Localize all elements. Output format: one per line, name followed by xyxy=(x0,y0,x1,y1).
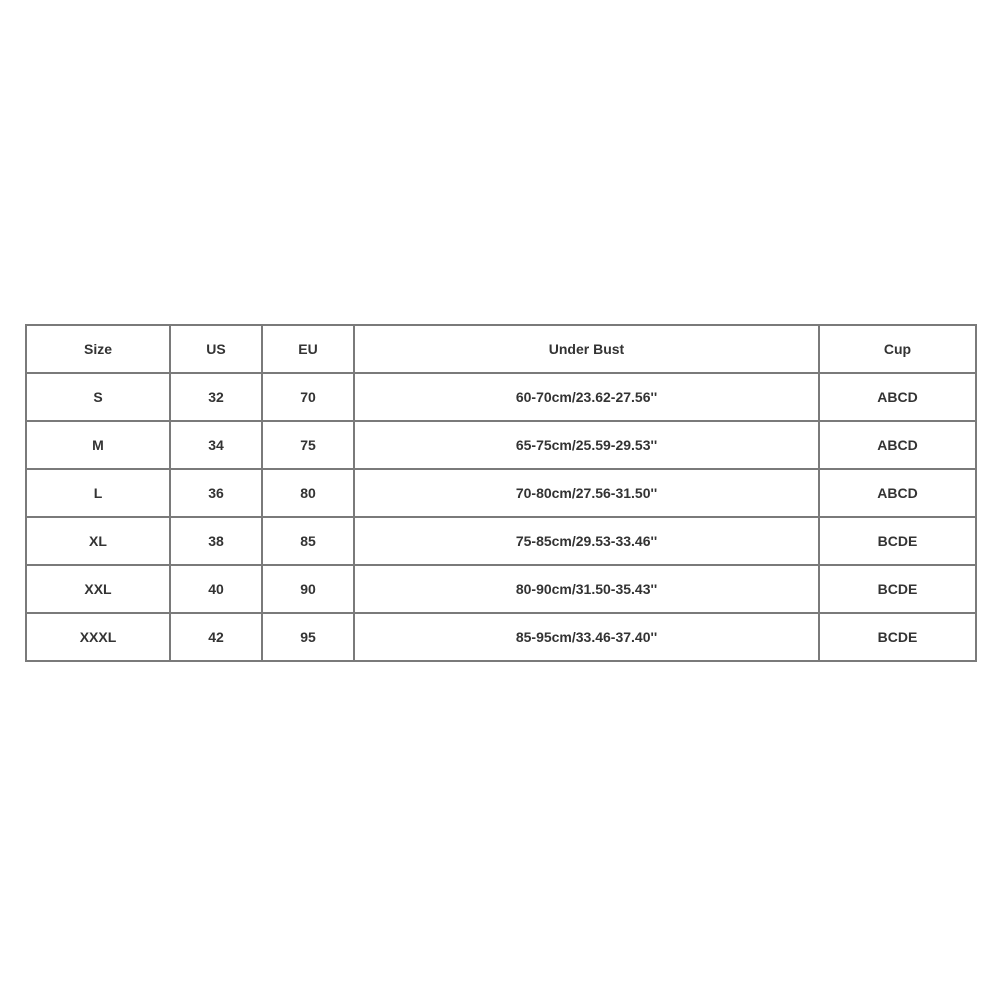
cell-size: L xyxy=(26,469,170,517)
table-row xyxy=(26,373,976,421)
cell-size: S xyxy=(26,373,170,421)
table-row xyxy=(26,469,976,517)
cell-eu: 80 xyxy=(262,469,354,517)
cell-size: XXXL xyxy=(26,613,170,661)
cell-cup: BCDE xyxy=(819,565,976,613)
cell-us: 32 xyxy=(170,373,262,421)
table-row xyxy=(26,613,976,661)
header-us: US xyxy=(170,325,262,373)
cell-cup: ABCD xyxy=(819,469,976,517)
table-row xyxy=(26,421,976,469)
cell-us: 40 xyxy=(170,565,262,613)
cell-eu: 85 xyxy=(262,517,354,565)
cell-under-bust: 85-95cm/33.46-37.40'' xyxy=(354,613,819,661)
cell-size: XXL xyxy=(26,565,170,613)
cell-size: XL xyxy=(26,517,170,565)
cell-under-bust: 60-70cm/23.62-27.56'' xyxy=(354,373,819,421)
cell-us: 38 xyxy=(170,517,262,565)
cell-eu: 70 xyxy=(262,373,354,421)
header-eu: EU xyxy=(262,325,354,373)
cell-under-bust: 65-75cm/25.59-29.53'' xyxy=(354,421,819,469)
cell-cup: ABCD xyxy=(819,373,976,421)
cell-cup: BCDE xyxy=(819,517,976,565)
cell-eu: 95 xyxy=(262,613,354,661)
header-under-bust: Under Bust xyxy=(354,325,819,373)
cell-size: M xyxy=(26,421,170,469)
cell-eu: 75 xyxy=(262,421,354,469)
size-chart-table xyxy=(25,324,977,662)
cell-cup: BCDE xyxy=(819,613,976,661)
table-row xyxy=(26,565,976,613)
table-row xyxy=(26,517,976,565)
cell-us: 34 xyxy=(170,421,262,469)
cell-under-bust: 80-90cm/31.50-35.43'' xyxy=(354,565,819,613)
cell-under-bust: 75-85cm/29.53-33.46'' xyxy=(354,517,819,565)
cell-eu: 90 xyxy=(262,565,354,613)
cell-us: 36 xyxy=(170,469,262,517)
cell-cup: ABCD xyxy=(819,421,976,469)
header-cup: Cup xyxy=(819,325,976,373)
table-header-row xyxy=(26,325,976,373)
cell-us: 42 xyxy=(170,613,262,661)
cell-under-bust: 70-80cm/27.56-31.50'' xyxy=(354,469,819,517)
header-size: Size xyxy=(26,325,170,373)
